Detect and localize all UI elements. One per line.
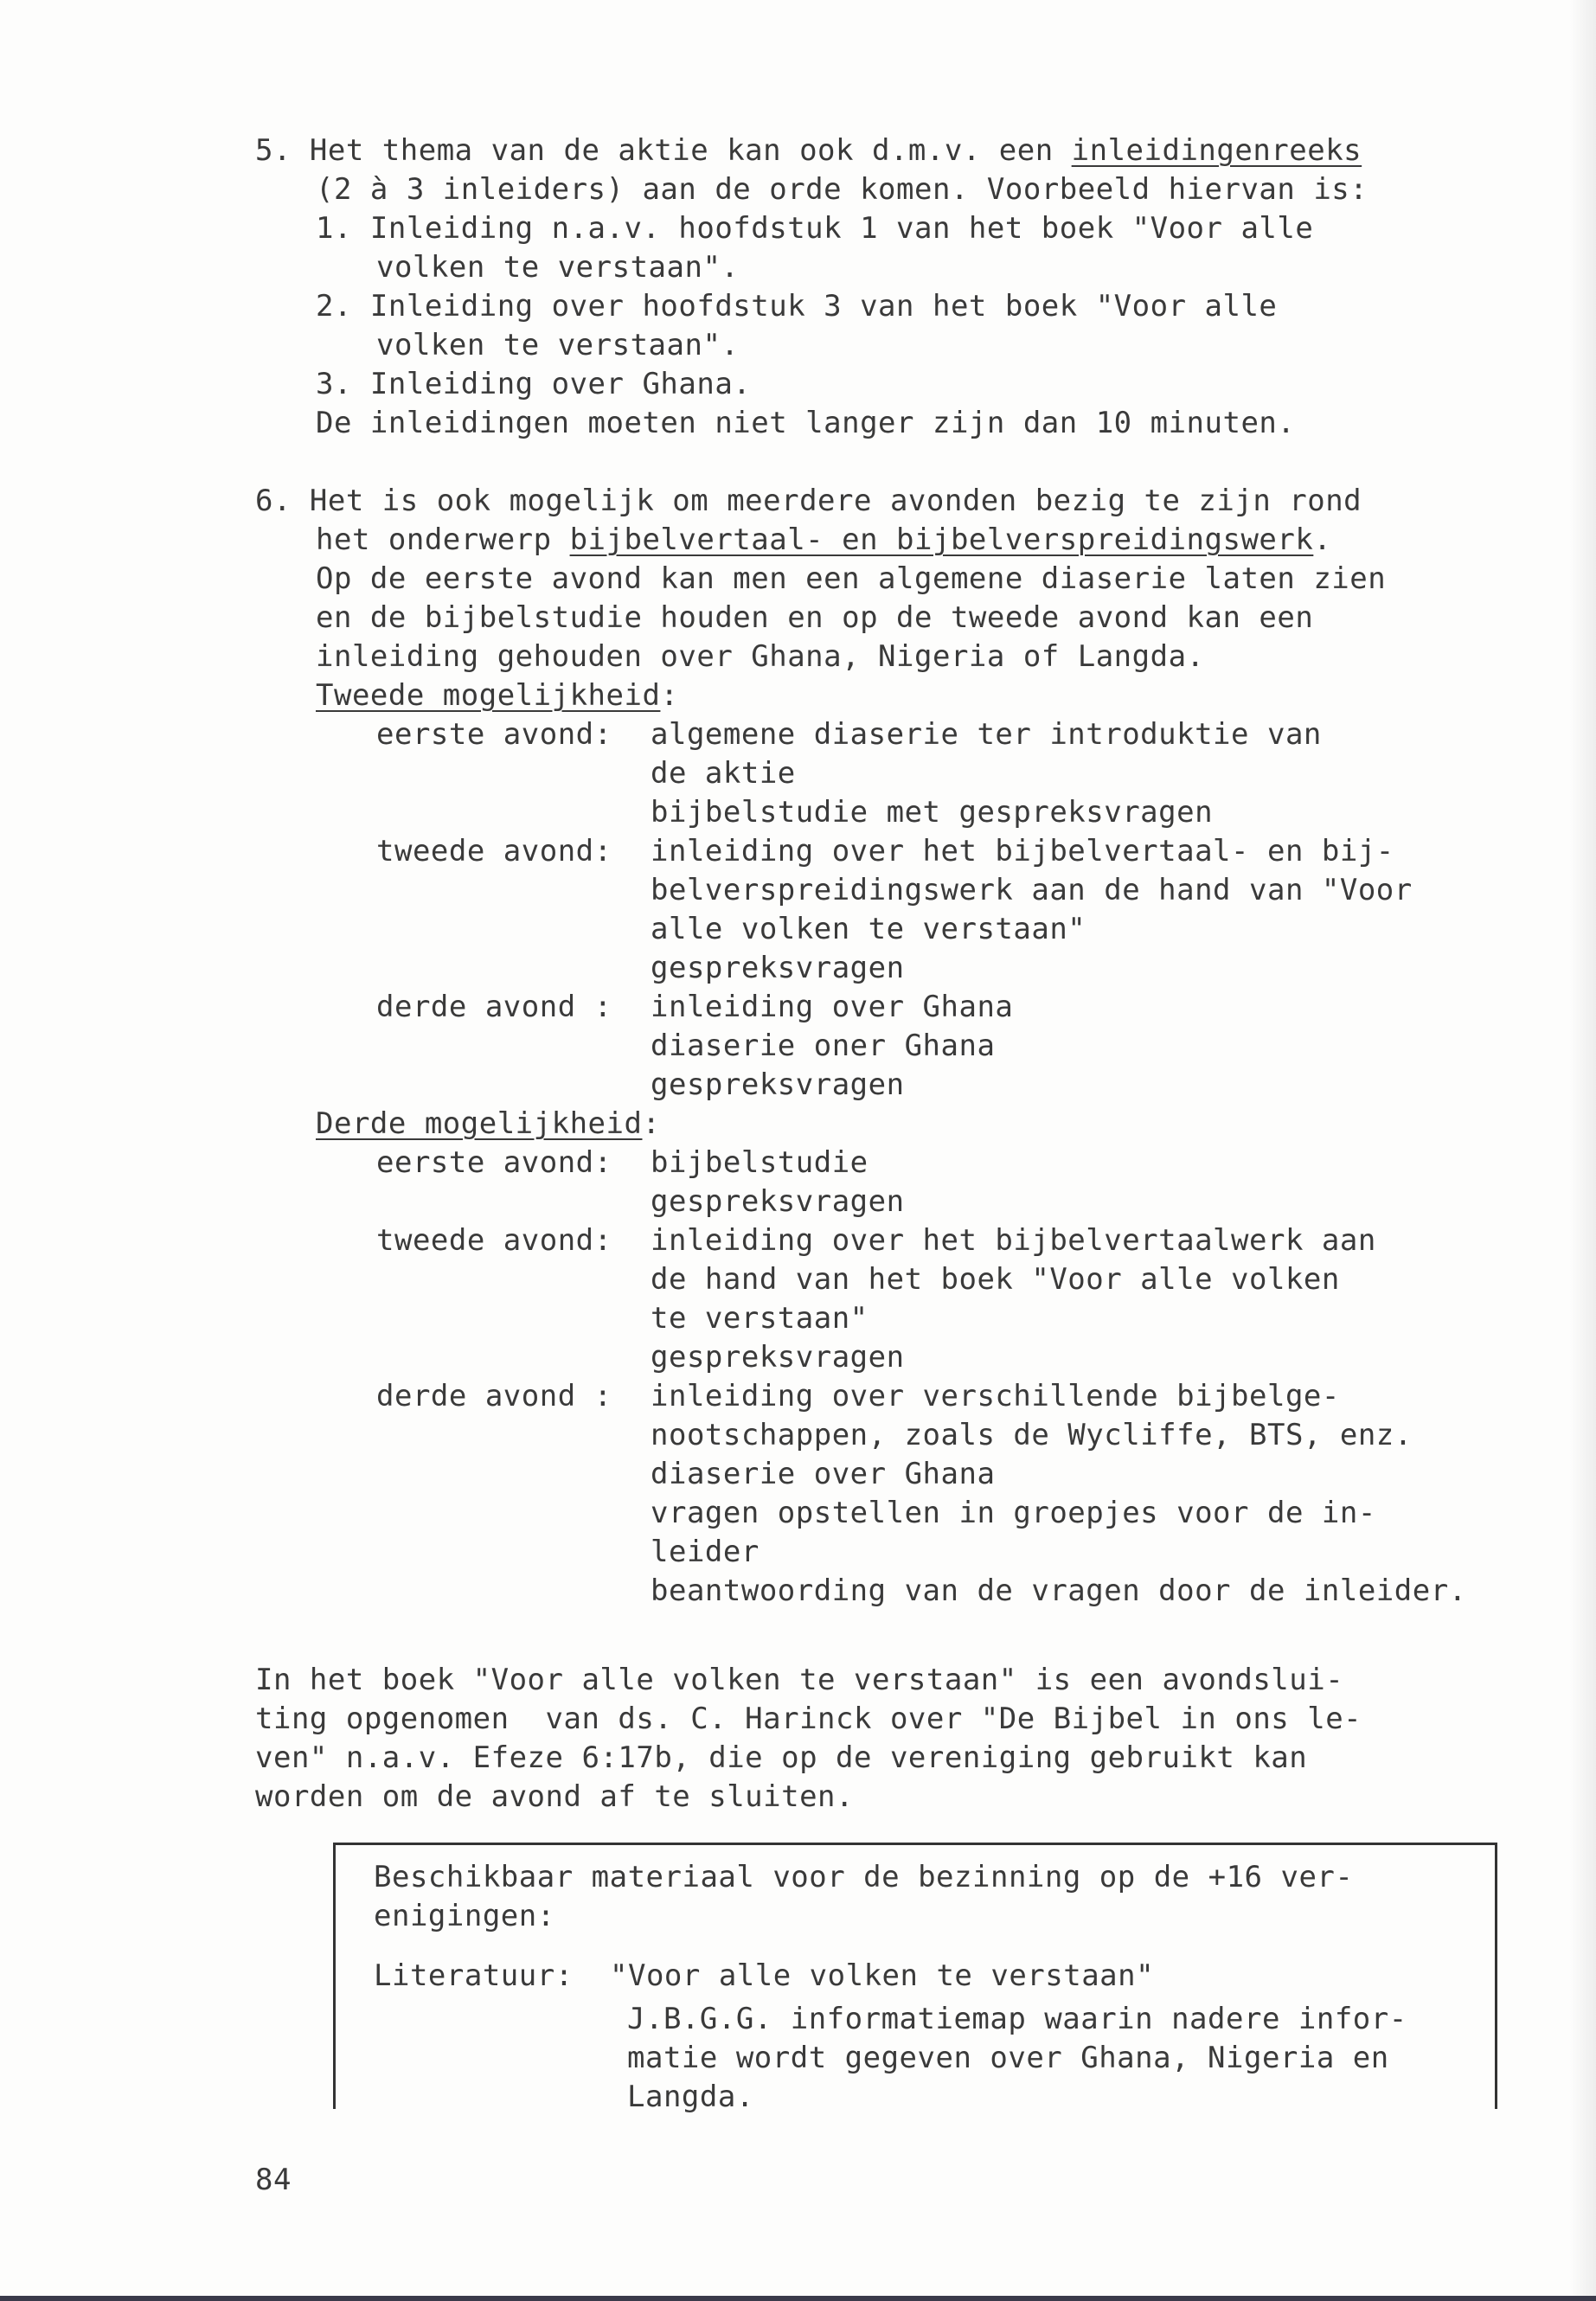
derde-eerste-avond-text: gespreksvragen (651, 1184, 905, 1219)
derde-derde-avond-text: diaserie over Ghana (651, 1457, 996, 1491)
tweede-eerste-avond-label: eerste avond: (376, 717, 612, 752)
derde-eerste-avond-label: eerste avond: (376, 1145, 612, 1180)
derde-derde-avond-text: nootschappen, zoals de Wycliffe, BTS, enz. (651, 1418, 1413, 1452)
page-number: 84 (255, 2163, 292, 2197)
bijbelwerk-underlined: bijbelvertaal- en bijbelverspreidingswerk (569, 522, 1314, 557)
derde-derde-avond-text: beantwoording van de vragen door de inleider. (651, 1574, 1467, 1608)
literatuur-item: J.B.G.G. informatiemap waarin nadere infor- (627, 2002, 1407, 2036)
literatuur-item: "Voor alle volken te verstaan" (610, 1958, 1155, 1993)
section-6-line-4: en de bijbelstudie houden en op de tweede avond kan een (316, 600, 1314, 635)
closing-paragraph-line: worden om de avond af te sluiten. (255, 1779, 855, 1814)
closing-paragraph-line: ven" n.a.v. Efeze 6:17b, die op de vereniging gebruikt kan (255, 1740, 1308, 1775)
tweede-eerste-avond-text: algemene diaserie ter introduktie van (651, 717, 1322, 752)
tweede-derde-avond-text: gespreksvragen (651, 1067, 905, 1102)
derde-derde-avond-text: inleiding over verschillende bijbelge- (651, 1379, 1340, 1413)
tweede-tweede-avond-text: belverspreidingswerk aan de hand van "Voor (651, 873, 1413, 907)
section-6-line-3: Op de eerste avond kan men een algemene diaserie laten zien (316, 561, 1387, 596)
tweede-mogelijkheid-heading: Tweede mogelijkheid: (316, 678, 679, 713)
section-5-note: De inleidingen moeten niet langer zijn dan 10 minuten. (316, 406, 1296, 440)
literatuur-item: Langda. (627, 2080, 754, 2114)
derde-tweede-avond-label: tweede avond: (376, 1223, 612, 1258)
material-box-line: Beschikbaar materiaal voor de bezinning op de +16 ver- (374, 1860, 1354, 1894)
section-6-line-5: inleiding gehouden over Ghana, Nigeria of Langda. (316, 639, 1205, 674)
derde-derde-avond-text: vragen opstellen in groepjes voor de in- (651, 1496, 1376, 1530)
page-edge-shadow (1570, 0, 1596, 2301)
derde-tweede-avond-text: te verstaan" (651, 1301, 869, 1336)
tweede-tweede-avond-label: tweede avond: (376, 834, 612, 868)
derde-derde-avond-text: leider (651, 1535, 760, 1569)
tweede-tweede-avond-text: inleiding over het bijbelvertaal- en bij- (651, 834, 1394, 868)
tweede-derde-avond-text: diaserie oner Ghana (651, 1029, 996, 1063)
closing-paragraph-line: ting opgenomen van ds. C. Harinck over "De Bijbel in ons le- (255, 1702, 1362, 1736)
tweede-tweede-avond-text: alle volken te verstaan" (651, 912, 1086, 946)
section-5-item-2: 2. Inleiding over hoofdstuk 3 van het boek "Voor alle (316, 289, 1278, 324)
derde-tweede-avond-text: gespreksvragen (651, 1340, 905, 1375)
tweede-tweede-avond-text: gespreksvragen (651, 951, 905, 985)
section-5-item-2-cont: volken te verstaan". (376, 328, 740, 362)
section-5-line-1: 5. Het thema van de aktie kan ook d.m.v. een inleidingenreeks (255, 133, 1362, 168)
tweede-derde-avond-text: inleiding over Ghana (651, 990, 1014, 1024)
tweede-derde-avond-label: derde avond : (376, 990, 612, 1024)
literatuur-item: matie wordt gegeven over Ghana, Nigeria en (627, 2041, 1389, 2075)
section-6-line-2: het onderwerp bijbelvertaal- en bijbelverspreidingswerk. (316, 522, 1332, 557)
derde-eerste-avond-text: bijbelstudie (651, 1145, 869, 1180)
section-5-item-3: 3. Inleiding over Ghana. (316, 367, 752, 401)
closing-paragraph-line: In het boek "Voor alle volken te verstaan" is een avondslui- (255, 1663, 1344, 1697)
section-6-line-1: 6. Het is ook mogelijk om meerdere avonden bezig te zijn rond (255, 484, 1362, 518)
derde-derde-avond-label: derde avond : (376, 1379, 612, 1413)
literatuur-label: Literatuur: (374, 1958, 574, 1993)
inleidingenreeks-underlined: inleidingenreeks (1071, 133, 1362, 168)
derde-mogelijkheid-heading: Derde mogelijkheid: (316, 1106, 661, 1141)
material-box-line: enigingen: (374, 1899, 555, 1933)
derde-tweede-avond-text: inleiding over het bijbelvertaalwerk aan (651, 1223, 1376, 1258)
tweede-eerste-avond-text: de aktie (651, 756, 796, 791)
derde-tweede-avond-text: de hand van het boek "Voor alle volken (651, 1262, 1340, 1297)
page-bottom-edge (0, 2296, 1596, 2301)
section-5-item-1-cont: volken te verstaan". (376, 250, 740, 285)
section-5-item-1: 1. Inleiding n.a.v. hoofdstuk 1 van het boek "Voor alle (316, 211, 1314, 246)
tweede-eerste-avond-text: bijbelstudie met gespreksvragen (651, 795, 1214, 830)
section-5-line-2: (2 à 3 inleiders) aan de orde komen. Voorbeeld hiervan is: (316, 172, 1368, 207)
